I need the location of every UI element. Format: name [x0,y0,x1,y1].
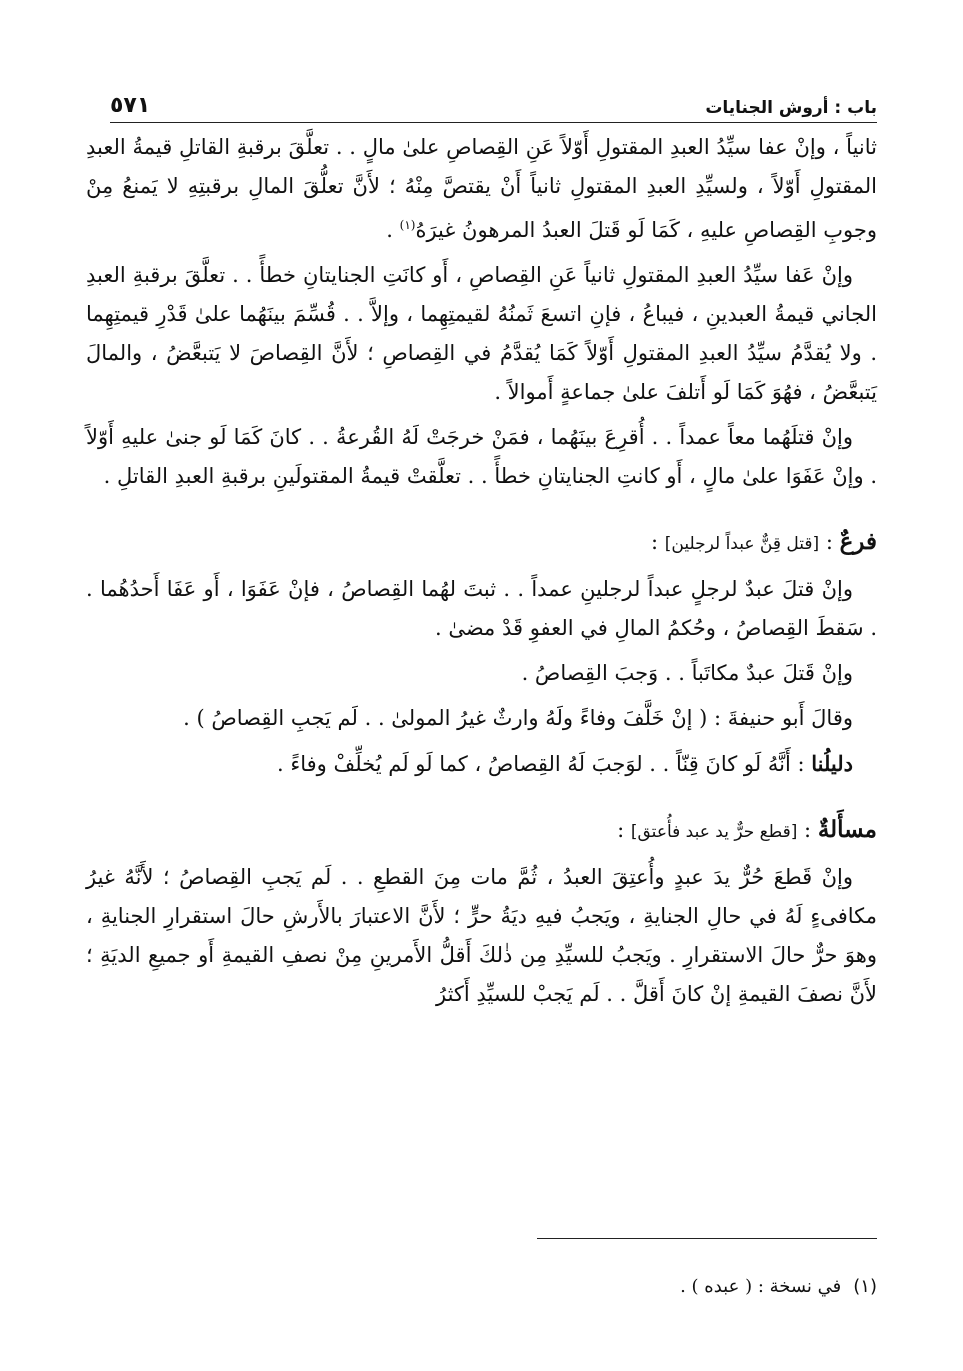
branch-title: [قتل قِنٌّ عبداً لرجلين] [664,534,820,554]
paragraph-4: وإنْ قتلَ عبدٌ لرجلٍ عبداً لرجلينِ عمداً . . ثبتَ لهُما القِصاصُ ، فإنْ عَفَوَا ، أَو عَفَا أَحدُهُما . . سَقطَ القِصاصُ ، وحُكمُ المالِ في العفوِ قَدْ مضىٰ . [86,577,877,640]
issue-heading [86,810,877,852]
paragraph-end: . [386,218,400,242]
heading-separator: : [797,818,818,842]
branch-label: فرعٌ [839,528,877,555]
evidence-text: : أَنَّهُ لَو كانَ قِنّاً . . لوَجبَ لَهُ القِصاصُ ، كما لَو لَم يُخلِّفْ وفاءً . [277,752,812,776]
paragraph-8: وإنْ قَطعَ حُرٌّ يدَ عبدٍ وأُعتِقَ العبدُ ، ثُمَّ مات مِنَ القطعِ . . لَم يَجبِ القِصاصُ ؛ لأَنَّهُ غيرُ مكافىءٍ لَهُ في حالِ الجنايةِ ، ويَجبُ فيهِ ديَةُ حرٍّ ؛ لأَنَّ الاعتبارَ بالأَرشِ حالَ استقرارِ الجنايةِ ، وهوَ حرٌّ حالَ الاستقرارِ . ويَجبُ للسيِّدِ مِن ذٰلكَ أَقلُّ الأَمرينِ مِنْ نصفِ القيمةِ أَو جميعِ الديَةِ ؛ لأَنَّ نصفَ القيمةِ إنْ كانَ أَقلَّ . . لَم يَجبْ للسيِّدِ أَكثرُ [86,865,877,1006]
paragraph-text: ثانياً ، وإنْ عفا سيِّدُ العبدِ المقتولِ أَوّلاً عَنِ القِصاصِ علىٰ مالٍ . . تعلَّقَ برقبةِ القاتلِ قيمةُ العبدِ المقتولِ أَوّلاً ، ولسيِّدِ العبدِ المقتولِ ثانياً أَنْ يقتصَّ مِنْهُ ؛ لأَنَّ تعلُّقَ المالِ برقبتِهِ لا يَمنعُ مِنْ وجوبِ القِصاصِ عليهِ ، كَمَا لَو قَتلَ العبدُ المرهونُ غيرَهُ [86,135,877,242]
footnote-divider [537,1238,877,1239]
heading-end: : [617,818,631,842]
paragraph-7 [86,744,877,784]
paragraph-3: وإنْ قتلَهُما معاً عمداً . . أُقرِعَ بينَهُما ، فمَنْ خرجَتْ لَهُ القُرعةُ . . كانَ كَمَا لَو جنىٰ عليهِ أَوّلاً . وإنْ عَفَوَا علىٰ مالٍ ، أَو كانتِ الجنايتانِ خطأً . . تعلَّقتْ قيمةُ المقتولَينِ برقبةِ العبدِ القاتلِ . [86,425,877,488]
heading-end: : [651,530,665,554]
paragraph-6: وقالَ أَبو حنيفةَ : ( إنْ خَلَّفَ وفاءً ولَهُ وارثٌ غيرُ المولىٰ . . لَم يَجبِ القِصاصُ ) . [183,706,853,730]
issue-title: [قطع حرٌّ يد عبد فأُعتق] [630,822,798,842]
footnote-number: (١) [853,1276,877,1297]
footnote-text: في نسخة : ( عبده ) . [680,1276,842,1297]
footnote [86,1272,877,1302]
paragraph-5: وإنْ قَتلَ عبدٌ مكاتَباً . . وَجبَ القِصاصُ . [521,661,853,685]
paragraph-1 [86,128,877,250]
chapter-title: باب : أروش الجنايات [705,98,877,118]
branch-heading [86,522,877,564]
page-number: ٥٧١ [110,93,151,118]
paragraph-2: وإنْ عَفا سيِّدُ العبدِ المقتولِ ثانياً عَنِ القِصاصِ ، أَو كانَتِ الجنايتانِ خطأً . . تعلَّقَ برقبةِ العبدِ الجاني قيمةُ العبدينِ ، فيباعُ ، فإنِ اتسعَ ثَمنُهُ لقيمتِهِما ، وإلاَّ . . قُسِّمَ بينَهُما علىٰ قَدْرِ قيمتِهِما . ولا يُقدَّمُ سيِّدُ العبدِ المقتولِ أَوّلاً كَمَا يُقدَّمُ في القِصاصِ ؛ لأَنَّ القِصاصَ لا يَتبعَّضُ ، والمالَ يَتبعَّضُ ، فهُوَ كَمَا لَو أَتلفَ علىٰ جماعةٍ أَموالاً . [86,263,877,404]
evidence-label: دليلُنا [811,751,853,776]
footnote-marker: (١) [399,218,416,232]
main-text [86,128,877,1020]
heading-separator: : [819,530,840,554]
issue-label: مسأَلةٌ [817,816,877,843]
running-header [110,78,877,123]
